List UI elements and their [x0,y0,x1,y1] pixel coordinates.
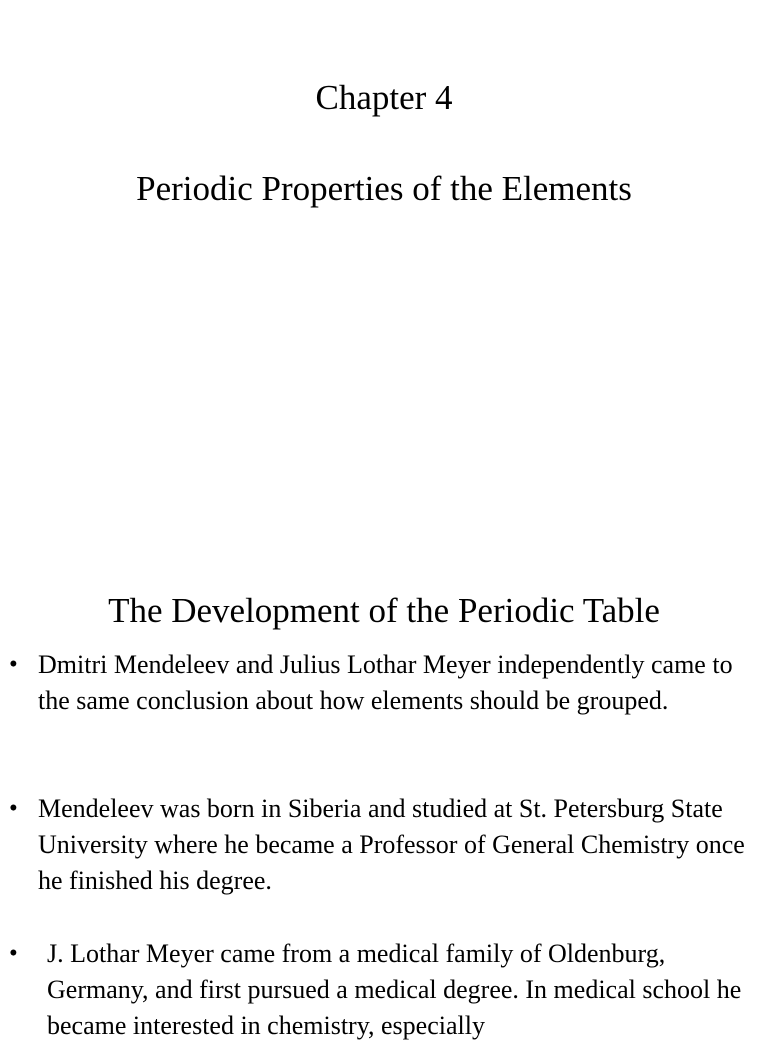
bullet-text: J. Lothar Meyer came from a medical family of Oldenburg, Germany, and first pursued a medical degree. In medical school he became interested in chemistry, especially [47,939,742,1040]
bullet-text: Mendeleev was born in Siberia and studied at St. Petersburg State University where he became a Professor of General Chemistry once he finished his degree. [38,794,745,895]
chapter-subtitle: Periodic Properties of the Elements [136,169,632,208]
bullet-marker: • [9,940,18,967]
chapter-heading: Chapter 4 [315,78,453,117]
bullet-marker: • [9,651,18,678]
slide-title: The Development of the Periodic Table [108,591,660,630]
bullet-text: Dmitri Mendeleev and Julius Lothar Meyer independently came to the same conclusion about how elements should be grouped. [38,650,733,715]
bullet-marker: • [9,795,18,822]
